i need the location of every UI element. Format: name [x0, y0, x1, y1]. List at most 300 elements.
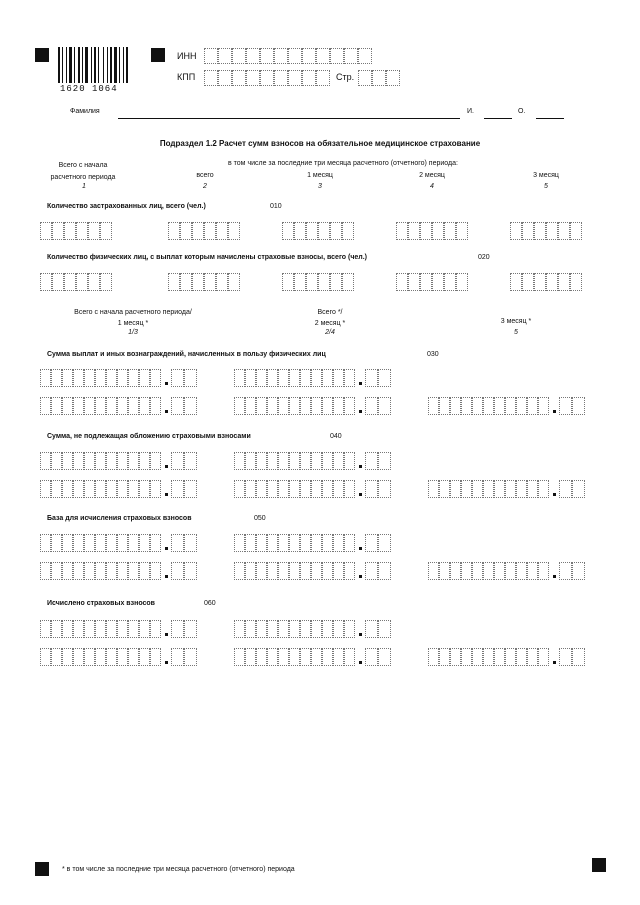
row-060-line1-col1-int-cell[interactable]: [106, 620, 117, 638]
row-060-line2-col2-dec-cell[interactable]: [365, 648, 378, 666]
row-040-line2-col1-dec-cell[interactable]: [171, 480, 184, 498]
row-040-line2-col3-int-cell[interactable]: [439, 480, 450, 498]
row-040-line2-col1-int-cell[interactable]: [95, 480, 106, 498]
row-040-line2-col2-int-cell[interactable]: [344, 480, 355, 498]
row-040-line2-col3-int-cell[interactable]: [483, 480, 494, 498]
row-030-line1-col1-int-cell[interactable]: [106, 369, 117, 387]
row-010-col-3-cell[interactable]: [282, 222, 294, 240]
row-050-line2-col2-int-cell[interactable]: [256, 562, 267, 580]
row-060-line2-col3-int-cell[interactable]: [494, 648, 505, 666]
row-040-line2-col3-int-cell[interactable]: [450, 480, 461, 498]
row-050-line1-col1-int-cell[interactable]: [128, 534, 139, 552]
row-050-line1-col2-int-cell[interactable]: [300, 534, 311, 552]
row-010-col-1-cell[interactable]: [64, 222, 76, 240]
row-040-line1-col2-dec[interactable]: [365, 452, 391, 470]
inn-cell[interactable]: [218, 48, 232, 64]
row-030-line2-col2-int-cell[interactable]: [300, 397, 311, 415]
row-060-line1-col2-int-cell[interactable]: [322, 620, 333, 638]
row-060-line1-col1-int-cell[interactable]: [84, 620, 95, 638]
initial-i-field[interactable]: [484, 118, 512, 119]
row-060-line1-col1-int[interactable]: [40, 620, 161, 638]
row-040-line2-col1-int-cell[interactable]: [84, 480, 95, 498]
row-050-line1-col2-int-cell[interactable]: [311, 534, 322, 552]
row-060-line2-col3-int-cell[interactable]: [527, 648, 538, 666]
row-040-line2-col1-int-cell[interactable]: [150, 480, 161, 498]
row-020-col-3-cell[interactable]: [306, 273, 318, 291]
row-030-line2-col2-int-cell[interactable]: [289, 397, 300, 415]
row-050-line1-col2-dec-cell[interactable]: [365, 534, 378, 552]
row-030-line1-col1-int-cell[interactable]: [139, 369, 150, 387]
row-050-line1-col2-dec-cell[interactable]: [378, 534, 391, 552]
row-010-col-2-cell[interactable]: [216, 222, 228, 240]
row-020-col-4[interactable]: [396, 273, 468, 291]
row-060-line2-col3-int-cell[interactable]: [538, 648, 549, 666]
row-050-line2-col1-dec-cell[interactable]: [171, 562, 184, 580]
row-030-line1-col2-dec[interactable]: [365, 369, 391, 387]
row-040-line1-col2-int-cell[interactable]: [311, 452, 322, 470]
row-060-line2-col1-int-cell[interactable]: [62, 648, 73, 666]
row-030-line1-col1-int-cell[interactable]: [117, 369, 128, 387]
row-060-line2-col3-int-cell[interactable]: [450, 648, 461, 666]
row-040-line2-col2-dec-cell[interactable]: [378, 480, 391, 498]
row-050-line2-col3-dec-cell[interactable]: [572, 562, 585, 580]
initial-o-field[interactable]: [536, 118, 564, 119]
row-020-col-4-cell[interactable]: [432, 273, 444, 291]
row-050-line2-col2-int-cell[interactable]: [311, 562, 322, 580]
row-050-line2-col2-dec-cell[interactable]: [378, 562, 391, 580]
row-040-line2-col3-int-cell[interactable]: [505, 480, 516, 498]
row-030-line1-col1-int-cell[interactable]: [73, 369, 84, 387]
inn-cell[interactable]: [302, 48, 316, 64]
row-020-col-5[interactable]: [510, 273, 582, 291]
row-060-line1-col1-int-cell[interactable]: [95, 620, 106, 638]
row-060-line2-col3-int-cell[interactable]: [483, 648, 494, 666]
row-040-line2-col1-int-cell[interactable]: [128, 480, 139, 498]
row-060-line1-col1-int-cell[interactable]: [62, 620, 73, 638]
row-040-line2-col1-dec-cell[interactable]: [184, 480, 197, 498]
row-030-line1-col1-dec[interactable]: [171, 369, 197, 387]
row-060-line1-col1-int-cell[interactable]: [73, 620, 84, 638]
row-060-line2-col3-int-cell[interactable]: [461, 648, 472, 666]
inn-cell[interactable]: [260, 48, 274, 64]
row-060-line2-col2-int-cell[interactable]: [311, 648, 322, 666]
row-030-line1-col2-int-cell[interactable]: [300, 369, 311, 387]
row-050-line1-col1-int-cell[interactable]: [62, 534, 73, 552]
row-040-line1-col2-int-cell[interactable]: [344, 452, 355, 470]
surname-field[interactable]: [118, 118, 460, 119]
row-040-line1-col2-int-cell[interactable]: [245, 452, 256, 470]
row-050-line2-col1-int-cell[interactable]: [117, 562, 128, 580]
row-030-line1-col2-int-cell[interactable]: [344, 369, 355, 387]
row-010-col-3[interactable]: [282, 222, 354, 240]
row-040-line2-col1-int-cell[interactable]: [106, 480, 117, 498]
row-010-col-5-cell[interactable]: [510, 222, 522, 240]
row-060-line1-col2-int-cell[interactable]: [311, 620, 322, 638]
row-050-line1-col1-int-cell[interactable]: [150, 534, 161, 552]
row-060-line2-col1-int[interactable]: [40, 648, 161, 666]
row-010-col-2[interactable]: [168, 222, 240, 240]
row-030-line2-col3-int-cell[interactable]: [428, 397, 439, 415]
row-050-line2-col2-int-cell[interactable]: [333, 562, 344, 580]
row-040-line2-col3-int-cell[interactable]: [538, 480, 549, 498]
row-050-line1-col2-int-cell[interactable]: [234, 534, 245, 552]
row-020-col-3-cell[interactable]: [330, 273, 342, 291]
row-050-line2-col2-int-cell[interactable]: [234, 562, 245, 580]
row-040-line1-col2-int-cell[interactable]: [278, 452, 289, 470]
row-030-line2-col2-int-cell[interactable]: [234, 397, 245, 415]
row-030-line2-col3-int-cell[interactable]: [527, 397, 538, 415]
row-020-col-1-cell[interactable]: [52, 273, 64, 291]
row-030-line2-col1-int-cell[interactable]: [73, 397, 84, 415]
row-060-line1-col2-int-cell[interactable]: [256, 620, 267, 638]
row-030-line1-col2-int-cell[interactable]: [267, 369, 278, 387]
row-030-line2-col1-int-cell[interactable]: [84, 397, 95, 415]
row-020-col-5-cell[interactable]: [570, 273, 582, 291]
row-040-line2-col2-int-cell[interactable]: [322, 480, 333, 498]
page-cell[interactable]: [372, 70, 386, 86]
row-030-line2-col2-dec[interactable]: [365, 397, 391, 415]
row-050-line1-col1-int-cell[interactable]: [73, 534, 84, 552]
row-030-line2-col1-int-cell[interactable]: [139, 397, 150, 415]
row-030-line1-col2-dec-cell[interactable]: [378, 369, 391, 387]
row-060-line2-col1-int-cell[interactable]: [40, 648, 51, 666]
row-050-line1-col2-int-cell[interactable]: [267, 534, 278, 552]
row-040-line1-col2-dec-cell[interactable]: [365, 452, 378, 470]
row-020-col-3-cell[interactable]: [282, 273, 294, 291]
row-030-line2-col3-int-cell[interactable]: [505, 397, 516, 415]
row-060-line2-col2-int[interactable]: [234, 648, 355, 666]
row-060-line1-col2-dec-cell[interactable]: [378, 620, 391, 638]
row-030-line2-col2-int-cell[interactable]: [267, 397, 278, 415]
row-020-col-3-cell[interactable]: [294, 273, 306, 291]
row-050-line1-col2-int-cell[interactable]: [333, 534, 344, 552]
row-030-line1-col2-int-cell[interactable]: [289, 369, 300, 387]
row-060-line2-col2-int-cell[interactable]: [289, 648, 300, 666]
row-050-line1-col1-int-cell[interactable]: [84, 534, 95, 552]
row-030-line1-col1-dec-cell[interactable]: [171, 369, 184, 387]
row-050-line2-col1-int-cell[interactable]: [73, 562, 84, 580]
row-010-col-4[interactable]: [396, 222, 468, 240]
row-060-line1-col2-int-cell[interactable]: [289, 620, 300, 638]
row-060-line1-col2-int-cell[interactable]: [245, 620, 256, 638]
row-020-col-4-cell[interactable]: [420, 273, 432, 291]
row-060-line1-col2-int[interactable]: [234, 620, 355, 638]
kpp-cell[interactable]: [274, 70, 288, 86]
row-040-line2-col2-int-cell[interactable]: [311, 480, 322, 498]
row-020-col-2-cell[interactable]: [192, 273, 204, 291]
row-040-line2-col1-int-cell[interactable]: [62, 480, 73, 498]
row-040-line1-col2-int-cell[interactable]: [234, 452, 245, 470]
row-050-line2-col2-dec[interactable]: [365, 562, 391, 580]
row-020-col-3-cell[interactable]: [342, 273, 354, 291]
inn-cell[interactable]: [246, 48, 260, 64]
row-040-line1-col1-int-cell[interactable]: [95, 452, 106, 470]
kpp-cell[interactable]: [246, 70, 260, 86]
row-040-line1-col1-int-cell[interactable]: [51, 452, 62, 470]
row-050-line1-col1-dec-cell[interactable]: [184, 534, 197, 552]
row-030-line2-col3-int-cell[interactable]: [450, 397, 461, 415]
row-060-line2-col1-int-cell[interactable]: [95, 648, 106, 666]
row-050-line1-col1-int-cell[interactable]: [139, 534, 150, 552]
row-060-line2-col2-int-cell[interactable]: [278, 648, 289, 666]
row-040-line2-col3-int-cell[interactable]: [516, 480, 527, 498]
row-040-line2-col1-int-cell[interactable]: [117, 480, 128, 498]
row-050-line2-col3-int-cell[interactable]: [483, 562, 494, 580]
kpp-field[interactable]: [204, 70, 330, 86]
row-050-line2-col3-int-cell[interactable]: [494, 562, 505, 580]
row-030-line2-col2-int-cell[interactable]: [333, 397, 344, 415]
row-030-line2-col1-dec-cell[interactable]: [171, 397, 184, 415]
row-020-col-3[interactable]: [282, 273, 354, 291]
row-040-line1-col1-int-cell[interactable]: [84, 452, 95, 470]
row-060-line1-col1-int-cell[interactable]: [139, 620, 150, 638]
row-040-line1-col2-int-cell[interactable]: [333, 452, 344, 470]
row-050-line1-col1-dec-cell[interactable]: [171, 534, 184, 552]
row-060-line1-col1-int-cell[interactable]: [117, 620, 128, 638]
row-030-line2-col1-dec-cell[interactable]: [184, 397, 197, 415]
row-010-col-5[interactable]: [510, 222, 582, 240]
row-050-line2-col3-int-cell[interactable]: [472, 562, 483, 580]
row-020-col-1-cell[interactable]: [76, 273, 88, 291]
row-060-line2-col2-int-cell[interactable]: [256, 648, 267, 666]
row-020-col-2-cell[interactable]: [180, 273, 192, 291]
row-030-line2-col3-int[interactable]: [428, 397, 549, 415]
inn-field[interactable]: [204, 48, 372, 64]
row-050-line2-col3-dec-cell[interactable]: [559, 562, 572, 580]
row-010-col-3-cell[interactable]: [342, 222, 354, 240]
row-030-line1-col2-int-cell[interactable]: [234, 369, 245, 387]
row-020-col-1-cell[interactable]: [64, 273, 76, 291]
row-050-line2-col3-int-cell[interactable]: [450, 562, 461, 580]
row-060-line2-col3-int-cell[interactable]: [439, 648, 450, 666]
row-010-col-1[interactable]: [40, 222, 112, 240]
row-050-line2-col3-int-cell[interactable]: [538, 562, 549, 580]
row-030-line2-col1-int-cell[interactable]: [95, 397, 106, 415]
row-030-line2-col1-int-cell[interactable]: [128, 397, 139, 415]
row-030-line1-col2-int-cell[interactable]: [245, 369, 256, 387]
row-060-line1-col2-dec[interactable]: [365, 620, 391, 638]
row-060-line1-col1-dec-cell[interactable]: [171, 620, 184, 638]
row-030-line1-col1-int-cell[interactable]: [40, 369, 51, 387]
row-040-line2-col1-int-cell[interactable]: [139, 480, 150, 498]
row-040-line1-col1-int-cell[interactable]: [62, 452, 73, 470]
row-010-col-3-cell[interactable]: [330, 222, 342, 240]
row-050-line2-col2-int-cell[interactable]: [267, 562, 278, 580]
row-030-line2-col2-int-cell[interactable]: [256, 397, 267, 415]
row-030-line2-col2-int-cell[interactable]: [245, 397, 256, 415]
row-060-line1-col1-int-cell[interactable]: [150, 620, 161, 638]
row-020-col-1[interactable]: [40, 273, 112, 291]
row-020-col-4-cell[interactable]: [408, 273, 420, 291]
row-060-line2-col2-int-cell[interactable]: [234, 648, 245, 666]
row-040-line2-col3-int-cell[interactable]: [527, 480, 538, 498]
row-060-line2-col1-int-cell[interactable]: [106, 648, 117, 666]
row-030-line2-col1-int-cell[interactable]: [40, 397, 51, 415]
kpp-cell[interactable]: [260, 70, 274, 86]
row-050-line2-col3-int-cell[interactable]: [505, 562, 516, 580]
row-060-line1-col2-int-cell[interactable]: [267, 620, 278, 638]
row-050-line2-col2-int-cell[interactable]: [289, 562, 300, 580]
row-010-col-1-cell[interactable]: [88, 222, 100, 240]
row-050-line1-col2-int-cell[interactable]: [344, 534, 355, 552]
row-040-line1-col1-int-cell[interactable]: [40, 452, 51, 470]
row-030-line2-col2-dec-cell[interactable]: [365, 397, 378, 415]
row-040-line2-col3-dec[interactable]: [559, 480, 585, 498]
row-020-col-2-cell[interactable]: [216, 273, 228, 291]
row-030-line1-col2-int-cell[interactable]: [278, 369, 289, 387]
row-030-line1-col1-int[interactable]: [40, 369, 161, 387]
row-030-line2-col3-int-cell[interactable]: [472, 397, 483, 415]
row-050-line2-col1-int-cell[interactable]: [128, 562, 139, 580]
row-030-line2-col1-int-cell[interactable]: [117, 397, 128, 415]
row-020-col-1-cell[interactable]: [100, 273, 112, 291]
row-060-line2-col1-dec-cell[interactable]: [171, 648, 184, 666]
row-030-line2-col1-int-cell[interactable]: [51, 397, 62, 415]
row-060-line2-col3-int[interactable]: [428, 648, 549, 666]
row-040-line2-col3-int-cell[interactable]: [428, 480, 439, 498]
row-050-line2-col2-int-cell[interactable]: [300, 562, 311, 580]
row-030-line2-col2-int-cell[interactable]: [311, 397, 322, 415]
row-010-col-4-cell[interactable]: [420, 222, 432, 240]
row-060-line2-col2-int-cell[interactable]: [300, 648, 311, 666]
row-040-line2-col2-dec-cell[interactable]: [365, 480, 378, 498]
row-060-line2-col2-dec-cell[interactable]: [378, 648, 391, 666]
inn-cell[interactable]: [358, 48, 372, 64]
row-040-line2-col2-int-cell[interactable]: [300, 480, 311, 498]
row-030-line2-col1-dec[interactable]: [171, 397, 197, 415]
row-010-col-3-cell[interactable]: [294, 222, 306, 240]
row-050-line1-col1-int-cell[interactable]: [95, 534, 106, 552]
row-030-line2-col3-dec-cell[interactable]: [572, 397, 585, 415]
row-030-line1-col1-int-cell[interactable]: [84, 369, 95, 387]
inn-cell[interactable]: [232, 48, 246, 64]
row-030-line2-col3-int-cell[interactable]: [494, 397, 505, 415]
row-010-col-5-cell[interactable]: [558, 222, 570, 240]
row-060-line2-col3-int-cell[interactable]: [472, 648, 483, 666]
row-060-line2-col1-int-cell[interactable]: [73, 648, 84, 666]
row-040-line2-col1-dec[interactable]: [171, 480, 197, 498]
row-030-line1-col2-int-cell[interactable]: [322, 369, 333, 387]
row-030-line1-col1-int-cell[interactable]: [95, 369, 106, 387]
row-030-line1-col2-int-cell[interactable]: [311, 369, 322, 387]
row-030-line2-col3-int-cell[interactable]: [516, 397, 527, 415]
row-020-col-1-cell[interactable]: [88, 273, 100, 291]
row-010-col-5-cell[interactable]: [570, 222, 582, 240]
row-040-line1-col2-int[interactable]: [234, 452, 355, 470]
row-040-line2-col2-dec[interactable]: [365, 480, 391, 498]
row-040-line2-col3-dec-cell[interactable]: [559, 480, 572, 498]
row-050-line2-col3-int[interactable]: [428, 562, 549, 580]
kpp-cell[interactable]: [302, 70, 316, 86]
row-060-line2-col3-dec-cell[interactable]: [572, 648, 585, 666]
row-020-col-4-cell[interactable]: [444, 273, 456, 291]
page-cell[interactable]: [386, 70, 400, 86]
row-060-line1-col2-int-cell[interactable]: [300, 620, 311, 638]
row-030-line2-col2-dec-cell[interactable]: [378, 397, 391, 415]
row-050-line2-col1-int-cell[interactable]: [106, 562, 117, 580]
row-020-col-5-cell[interactable]: [534, 273, 546, 291]
row-040-line2-col2-int-cell[interactable]: [289, 480, 300, 498]
row-030-line2-col2-int[interactable]: [234, 397, 355, 415]
row-050-line1-col2-int-cell[interactable]: [289, 534, 300, 552]
row-060-line2-col3-int-cell[interactable]: [516, 648, 527, 666]
row-060-line2-col1-int-cell[interactable]: [84, 648, 95, 666]
row-030-line2-col2-int-cell[interactable]: [278, 397, 289, 415]
row-050-line2-col3-int-cell[interactable]: [428, 562, 439, 580]
row-010-col-1-cell[interactable]: [52, 222, 64, 240]
row-050-line2-col3-dec[interactable]: [559, 562, 585, 580]
row-060-line2-col1-int-cell[interactable]: [150, 648, 161, 666]
row-040-line1-col2-int-cell[interactable]: [322, 452, 333, 470]
row-020-col-5-cell[interactable]: [522, 273, 534, 291]
row-050-line1-col1-int-cell[interactable]: [117, 534, 128, 552]
row-060-line2-col2-int-cell[interactable]: [245, 648, 256, 666]
row-060-line2-col1-int-cell[interactable]: [51, 648, 62, 666]
row-060-line2-col1-dec-cell[interactable]: [184, 648, 197, 666]
row-030-line2-col3-int-cell[interactable]: [538, 397, 549, 415]
row-010-col-1-cell[interactable]: [100, 222, 112, 240]
row-060-line1-col1-int-cell[interactable]: [51, 620, 62, 638]
row-040-line2-col1-int[interactable]: [40, 480, 161, 498]
row-060-line2-col2-int-cell[interactable]: [333, 648, 344, 666]
row-060-line2-col2-int-cell[interactable]: [322, 648, 333, 666]
row-020-col-3-cell[interactable]: [318, 273, 330, 291]
row-040-line2-col2-int-cell[interactable]: [267, 480, 278, 498]
row-050-line2-col3-int-cell[interactable]: [461, 562, 472, 580]
row-060-line1-col1-int-cell[interactable]: [128, 620, 139, 638]
row-020-col-5-cell[interactable]: [558, 273, 570, 291]
row-010-col-4-cell[interactable]: [408, 222, 420, 240]
row-060-line2-col2-dec[interactable]: [365, 648, 391, 666]
row-050-line2-col3-int-cell[interactable]: [439, 562, 450, 580]
row-040-line2-col2-int-cell[interactable]: [234, 480, 245, 498]
row-010-col-4-cell[interactable]: [432, 222, 444, 240]
row-060-line2-col1-dec[interactable]: [171, 648, 197, 666]
row-040-line1-col2-dec-cell[interactable]: [378, 452, 391, 470]
inn-cell[interactable]: [316, 48, 330, 64]
row-050-line2-col1-int-cell[interactable]: [51, 562, 62, 580]
row-040-line1-col1-int-cell[interactable]: [150, 452, 161, 470]
row-050-line2-col2-int-cell[interactable]: [322, 562, 333, 580]
row-030-line2-col1-int-cell[interactable]: [150, 397, 161, 415]
row-040-line1-col1-int-cell[interactable]: [117, 452, 128, 470]
row-030-line1-col1-int-cell[interactable]: [51, 369, 62, 387]
inn-cell[interactable]: [288, 48, 302, 64]
row-020-col-5-cell[interactable]: [546, 273, 558, 291]
row-010-col-2-cell[interactable]: [192, 222, 204, 240]
row-040-line2-col2-int[interactable]: [234, 480, 355, 498]
row-060-line2-col3-int-cell[interactable]: [505, 648, 516, 666]
row-050-line1-col1-int[interactable]: [40, 534, 161, 552]
row-010-col-2-cell[interactable]: [168, 222, 180, 240]
inn-cell[interactable]: [330, 48, 344, 64]
row-020-col-4-cell[interactable]: [456, 273, 468, 291]
row-030-line2-col1-int-cell[interactable]: [106, 397, 117, 415]
kpp-cell[interactable]: [232, 70, 246, 86]
row-050-line1-col2-int[interactable]: [234, 534, 355, 552]
row-010-col-4-cell[interactable]: [444, 222, 456, 240]
row-050-line2-col2-dec-cell[interactable]: [365, 562, 378, 580]
row-050-line2-col3-int-cell[interactable]: [527, 562, 538, 580]
row-050-line2-col2-int[interactable]: [234, 562, 355, 580]
row-040-line2-col3-int-cell[interactable]: [494, 480, 505, 498]
page-cell[interactable]: [358, 70, 372, 86]
row-060-line1-col1-dec[interactable]: [171, 620, 197, 638]
row-050-line2-col1-int-cell[interactable]: [150, 562, 161, 580]
row-040-line1-col1-int-cell[interactable]: [128, 452, 139, 470]
row-030-line1-col2-dec-cell[interactable]: [365, 369, 378, 387]
row-020-col-2-cell[interactable]: [228, 273, 240, 291]
